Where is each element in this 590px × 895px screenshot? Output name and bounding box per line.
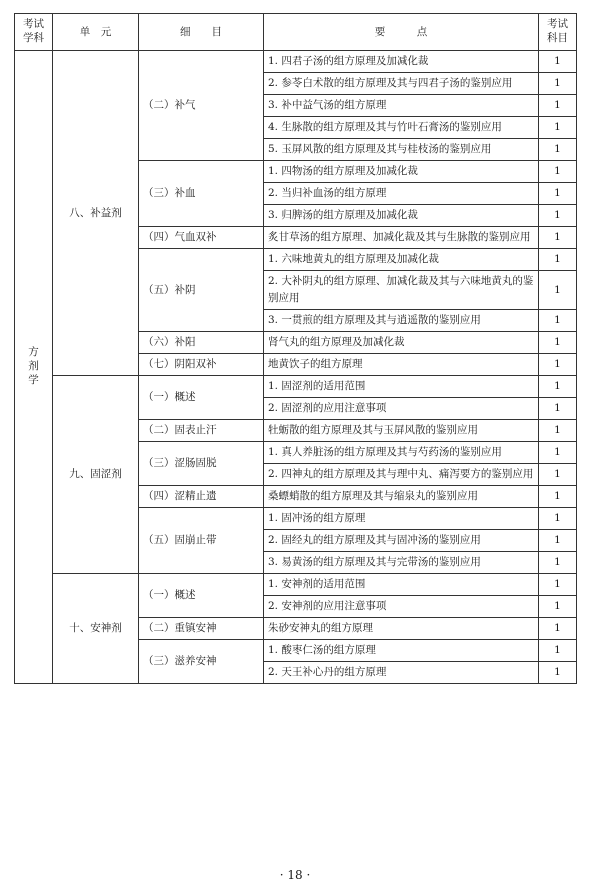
- level-cell: 1: [539, 332, 577, 354]
- point-cell: 5. 玉屏风散的组方原理及其与桂枝汤的鉴别应用: [264, 139, 539, 161]
- level-cell: 1: [539, 376, 577, 398]
- point-cell: 朱砂安神丸的组方原理: [264, 618, 539, 640]
- syllabus-body: [15, 51, 577, 684]
- point-cell: 3. 归脾汤的组方原理及加减化裁: [264, 205, 539, 227]
- point-cell: 2. 当归补血汤的组方原理: [264, 183, 539, 205]
- detail-cell: （五）补阴: [139, 249, 264, 332]
- point-cell: 2. 固涩剂的应用注意事项: [264, 398, 539, 420]
- point-cell: 1. 四物汤的组方原理及加减化裁: [264, 161, 539, 183]
- level-cell: 1: [539, 161, 577, 183]
- point-cell: 3. 一贯煎的组方原理及其与逍遥散的鉴别应用: [264, 310, 539, 332]
- detail-cell: （三）涩肠固脱: [139, 442, 264, 486]
- point-cell: 2. 大补阴丸的组方原理、加减化裁及其与六味地黄丸的鉴别应用: [264, 271, 539, 310]
- header-detail: 细 目: [139, 14, 264, 51]
- point-cell: 3. 补中益气汤的组方原理: [264, 95, 539, 117]
- level-cell: 1: [539, 486, 577, 508]
- point-cell: 1. 酸枣仁汤的组方原理: [264, 640, 539, 662]
- detail-cell: （四）涩精止遗: [139, 486, 264, 508]
- point-cell: 3. 易黄汤的组方原理及其与完带汤的鉴别应用: [264, 552, 539, 574]
- table-row: [15, 376, 577, 398]
- level-cell: 1: [539, 205, 577, 227]
- detail-cell: （四）气血双补: [139, 227, 264, 249]
- level-cell: 1: [539, 398, 577, 420]
- unit-cell: 九、固涩剂: [53, 376, 139, 574]
- level-cell: 1: [539, 596, 577, 618]
- point-cell: 1. 真人养脏汤的组方原理及其与芍药汤的鉴别应用: [264, 442, 539, 464]
- point-cell: 1. 六味地黄丸的组方原理及加减化裁: [264, 249, 539, 271]
- unit-cell: 十、安神剂: [53, 574, 139, 684]
- level-cell: 1: [539, 640, 577, 662]
- point-cell: 1. 四君子汤的组方原理及加减化裁: [264, 51, 539, 73]
- level-cell: 1: [539, 662, 577, 684]
- page-number: · 18 ·: [279, 868, 311, 882]
- level-cell: 1: [539, 95, 577, 117]
- point-cell: 2. 安神剂的应用注意事项: [264, 596, 539, 618]
- point-cell: 肾气丸的组方原理及加减化裁: [264, 332, 539, 354]
- subject-label: 方剂学: [28, 346, 39, 386]
- table-row: [15, 574, 577, 596]
- level-cell: 1: [539, 442, 577, 464]
- level-cell: 1: [539, 574, 577, 596]
- header-row: [15, 14, 577, 51]
- detail-cell: （二）重镇安神: [139, 618, 264, 640]
- header-points: 要 点: [264, 14, 539, 51]
- point-cell: 2. 天王补心丹的组方原理: [264, 662, 539, 684]
- level-cell: 1: [539, 508, 577, 530]
- point-cell: 4. 生脉散的组方原理及其与竹叶石膏汤的鉴别应用: [264, 117, 539, 139]
- level-cell: 1: [539, 552, 577, 574]
- subject-cell: [15, 51, 53, 684]
- header-subject: 考试学科: [15, 14, 53, 51]
- header-level: 考试科目: [539, 14, 577, 51]
- level-cell: 1: [539, 464, 577, 486]
- level-cell: 1: [539, 183, 577, 205]
- level-cell: 1: [539, 420, 577, 442]
- detail-cell: （二）固表止汗: [139, 420, 264, 442]
- level-cell: 1: [539, 310, 577, 332]
- detail-cell: （六）补阳: [139, 332, 264, 354]
- point-cell: 2. 固经丸的组方原理及其与固冲汤的鉴别应用: [264, 530, 539, 552]
- level-cell: 1: [539, 618, 577, 640]
- detail-cell: （二）补气: [139, 51, 264, 161]
- point-cell: 桑螵蛸散的组方原理及其与缩泉丸的鉴别应用: [264, 486, 539, 508]
- level-cell: 1: [539, 117, 577, 139]
- detail-cell: （七）阴阳双补: [139, 354, 264, 376]
- level-cell: 1: [539, 354, 577, 376]
- point-cell: 1. 安神剂的适用范围: [264, 574, 539, 596]
- detail-cell: （五）固崩止带: [139, 508, 264, 574]
- point-cell: 1. 固涩剂的适用范围: [264, 376, 539, 398]
- point-cell: 2. 参苓白术散的组方原理及其与四君子汤的鉴别应用: [264, 73, 539, 95]
- detail-cell: （三）滋养安神: [139, 640, 264, 684]
- level-cell: 1: [539, 530, 577, 552]
- point-cell: 1. 固冲汤的组方原理: [264, 508, 539, 530]
- point-cell: 地黄饮子的组方原理: [264, 354, 539, 376]
- level-cell: 1: [539, 73, 577, 95]
- unit-cell: 八、补益剂: [53, 51, 139, 376]
- point-cell: 2. 四神丸的组方原理及其与理中丸、痛泻要方的鉴别应用: [264, 464, 539, 486]
- level-cell: 1: [539, 139, 577, 161]
- syllabus-table: [14, 13, 577, 684]
- point-cell: 炙甘草汤的组方原理、加减化裁及其与生脉散的鉴别应用: [264, 227, 539, 249]
- detail-cell: （一）概述: [139, 574, 264, 618]
- table-row: [15, 51, 577, 73]
- level-cell: 1: [539, 51, 577, 73]
- point-cell: 牡蛎散的组方原理及其与玉屏风散的鉴别应用: [264, 420, 539, 442]
- level-cell: 1: [539, 227, 577, 249]
- header-unit: 单 元: [53, 14, 139, 51]
- level-cell: 1: [539, 271, 577, 310]
- level-cell: 1: [539, 249, 577, 271]
- detail-cell: （一）概述: [139, 376, 264, 420]
- detail-cell: （三）补血: [139, 161, 264, 227]
